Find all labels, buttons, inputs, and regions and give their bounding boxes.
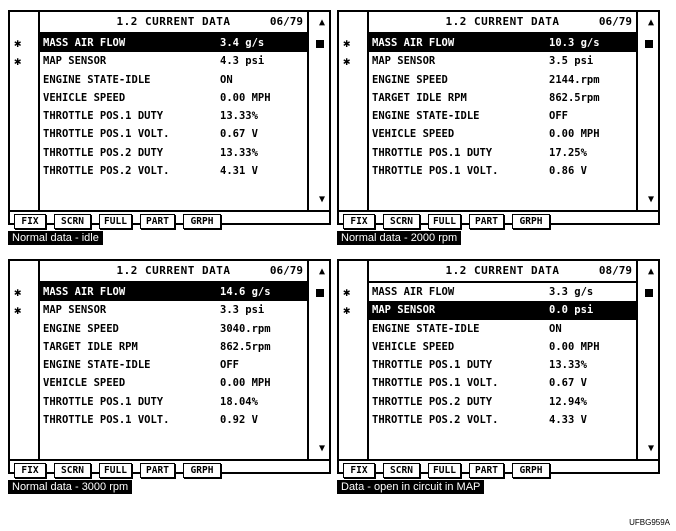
page-counter: 06/79 (598, 15, 632, 28)
scroll-down-icon[interactable]: ▼ (647, 443, 654, 454)
parameter-label: ENGINE SPEED (372, 73, 448, 86)
full-button[interactable]: FULL (99, 463, 132, 478)
scroll-thumb[interactable] (316, 289, 324, 297)
marked-star-icon: ✱ (14, 36, 22, 50)
scrn-button[interactable]: SCRN (54, 214, 91, 229)
parameter-value: 3.3 g/s (549, 286, 594, 298)
scroll-up-icon[interactable]: ▲ (318, 17, 325, 28)
grph-button[interactable]: GRPH (183, 463, 221, 478)
parameter-value: 0.00 MPH (220, 377, 271, 390)
parameter-value: 14.6 g/s (220, 286, 271, 298)
full-button[interactable]: FULL (99, 214, 132, 229)
fix-button[interactable]: FIX (343, 214, 375, 229)
fix-button[interactable]: FIX (14, 463, 46, 478)
data-row[interactable] (369, 71, 636, 89)
parameter-label: ENGINE STATE-IDLE (43, 73, 151, 86)
data-row[interactable] (14, 283, 307, 301)
parameter-label: THROTTLE POS.2 VOLT. (43, 165, 170, 178)
parameter-label: THROTTLE POS.2 DUTY (372, 395, 493, 408)
parameter-label: MASS AIR FLOW (43, 286, 126, 298)
marked-star-icon: ✱ (343, 36, 351, 50)
parameter-label: ENGINE STATE-IDLE (43, 359, 151, 372)
fix-button[interactable]: FIX (14, 214, 46, 229)
parameter-label: MASS AIR FLOW (372, 286, 455, 298)
parameter-value: ON (220, 73, 233, 86)
panel-caption: Normal data - 3000 rpm (8, 480, 132, 494)
parameter-value: 3.3 psi (220, 304, 265, 317)
parameter-value: 12.94% (549, 395, 587, 408)
parameter-value: 13.33% (220, 146, 258, 159)
parameter-label: TARGET IDLE RPM (43, 340, 138, 353)
button-bar-divider (10, 459, 329, 461)
parameter-value: 2144.rpm (549, 73, 600, 86)
data-row[interactable] (343, 301, 636, 319)
parameter-label: VEHICLE SPEED (43, 91, 126, 104)
marked-star-icon: ✱ (343, 54, 351, 69)
full-button[interactable]: FULL (428, 214, 461, 229)
data-screen (337, 10, 660, 225)
marked-star-icon: ✱ (14, 54, 22, 69)
parameter-label: ENGINE STATE-IDLE (372, 322, 480, 335)
parameter-value: 0.00 MPH (220, 91, 271, 104)
parameter-value: 13.33% (549, 359, 587, 372)
scrn-button[interactable]: SCRN (383, 463, 420, 478)
parameter-value: 4.33 V (549, 414, 587, 427)
data-row[interactable] (14, 34, 307, 52)
data-row[interactable] (40, 356, 307, 374)
data-row[interactable] (40, 320, 307, 338)
grph-button[interactable]: GRPH (512, 463, 550, 478)
parameter-value: 0.86 V (549, 165, 587, 178)
parameter-value: OFF (549, 110, 568, 123)
data-row[interactable] (14, 52, 307, 70)
parameter-value: 4.3 psi (220, 55, 265, 68)
data-row[interactable] (369, 393, 636, 411)
part-button[interactable]: PART (140, 214, 175, 229)
parameter-label: VEHICLE SPEED (43, 377, 126, 390)
parameter-value: 862.5rpm (220, 340, 271, 353)
parameter-value: 10.3 g/s (549, 37, 600, 49)
parameter-value: OFF (220, 359, 239, 372)
scroll-up-icon[interactable]: ▲ (647, 17, 654, 28)
parameter-value: 3.5 psi (549, 55, 594, 68)
parameter-label: THROTTLE POS.1 VOLT. (372, 165, 499, 178)
scrollbar-divider (636, 12, 638, 210)
parameter-label: THROTTLE POS.1 DUTY (43, 110, 164, 123)
panel-caption: Data - open in circuit in MAP (337, 480, 484, 494)
scroll-thumb[interactable] (645, 40, 653, 48)
part-button[interactable]: PART (140, 463, 175, 478)
screen-title: 1.2 CURRENT DATA (116, 264, 231, 277)
parameter-value: ON (549, 322, 562, 335)
screen-title: 1.2 CURRENT DATA (445, 264, 560, 277)
page-counter: 08/79 (598, 264, 632, 277)
parameter-label: THROTTLE POS.1 DUTY (43, 395, 164, 408)
data-row[interactable] (369, 374, 636, 392)
data-row[interactable] (369, 162, 636, 180)
data-list (14, 283, 307, 429)
parameter-label: THROTTLE POS.1 VOLT. (43, 128, 170, 141)
parameter-label: VEHICLE SPEED (372, 128, 455, 141)
data-list (343, 34, 636, 180)
data-row[interactable] (40, 107, 307, 125)
data-screen (8, 259, 331, 474)
data-row[interactable] (343, 283, 636, 301)
parameter-label: ENGINE SPEED (43, 322, 119, 335)
parameter-label: MASS AIR FLOW (372, 37, 455, 49)
scroll-down-icon[interactable]: ▼ (647, 194, 654, 205)
marked-star-icon: ✱ (14, 303, 22, 318)
scroll-down-icon[interactable]: ▼ (318, 194, 325, 205)
part-button[interactable]: PART (469, 214, 504, 229)
panel-caption: Normal data - 2000 rpm (337, 231, 461, 245)
scroll-up-icon[interactable]: ▲ (318, 266, 325, 277)
parameter-value: 0.67 V (549, 377, 587, 390)
parameter-label: MAP SENSOR (372, 55, 436, 68)
grph-button[interactable]: GRPH (183, 214, 221, 229)
parameter-label: VEHICLE SPEED (372, 340, 455, 353)
scrollbar-divider (307, 12, 309, 210)
data-row[interactable] (343, 34, 636, 52)
parameter-value: 0.92 V (220, 414, 258, 427)
data-row[interactable] (40, 125, 307, 143)
parameter-label: THROTTLE POS.2 DUTY (43, 146, 164, 159)
parameter-value: 4.31 V (220, 165, 258, 178)
data-row[interactable] (40, 338, 307, 356)
data-row[interactable] (369, 338, 636, 356)
parameter-label: THROTTLE POS.2 VOLT. (372, 414, 499, 427)
data-row[interactable] (369, 320, 636, 338)
screen-header (40, 261, 307, 283)
parameter-label: MAP SENSOR (43, 55, 107, 68)
parameter-label: MAP SENSOR (372, 304, 436, 317)
data-row[interactable] (40, 71, 307, 89)
parameter-label: TARGET IDLE RPM (372, 91, 467, 104)
parameter-value: 3.4 g/s (220, 37, 265, 49)
scroll-thumb[interactable] (316, 40, 324, 48)
parameter-value: 0.67 V (220, 128, 258, 141)
data-row[interactable] (369, 356, 636, 374)
screen-title: 1.2 CURRENT DATA (445, 15, 560, 28)
page-counter: 06/79 (269, 264, 303, 277)
parameter-value: 862.5rpm (549, 91, 600, 104)
parameter-label: MAP SENSOR (43, 304, 107, 317)
scroll-down-icon[interactable]: ▼ (318, 443, 325, 454)
screen-header (369, 261, 636, 283)
marked-star-icon: ✱ (343, 303, 351, 318)
data-row[interactable] (369, 411, 636, 429)
data-row[interactable] (14, 301, 307, 319)
parameter-value: 17.25% (549, 146, 587, 159)
parameter-label: THROTTLE POS.1 DUTY (372, 146, 493, 159)
data-row[interactable] (369, 125, 636, 143)
parameter-label: THROTTLE POS.1 VOLT. (43, 414, 170, 427)
parameter-value: 13.33% (220, 110, 258, 123)
data-row[interactable] (369, 89, 636, 107)
data-row[interactable] (40, 411, 307, 429)
data-row[interactable] (40, 393, 307, 411)
parameter-label: THROTTLE POS.1 DUTY (372, 359, 493, 372)
button-bar-divider (10, 210, 329, 212)
parameter-value: 3040.rpm (220, 322, 271, 335)
button-bar-divider (339, 210, 658, 212)
data-screen (337, 259, 660, 474)
scroll-up-icon[interactable]: ▲ (647, 266, 654, 277)
parameter-value: 18.04% (220, 395, 258, 408)
data-screen (8, 10, 331, 225)
parameter-label: THROTTLE POS.1 VOLT. (372, 377, 499, 390)
grph-button[interactable]: GRPH (512, 214, 550, 229)
data-row[interactable] (40, 144, 307, 162)
scrn-button[interactable]: SCRN (54, 463, 91, 478)
screen-header (40, 12, 307, 34)
button-bar-divider (339, 459, 658, 461)
data-row[interactable] (369, 144, 636, 162)
screen-header (369, 12, 636, 34)
data-row[interactable] (40, 162, 307, 180)
scrollbar-divider (307, 261, 309, 459)
part-button[interactable]: PART (469, 463, 504, 478)
scrollbar-divider (636, 261, 638, 459)
figure-code: UFBG959A (629, 518, 670, 527)
scrn-button[interactable]: SCRN (383, 214, 420, 229)
fix-button[interactable]: FIX (343, 463, 375, 478)
marked-star-icon: ✱ (14, 285, 22, 299)
parameter-value: 0.00 MPH (549, 128, 600, 141)
data-row[interactable] (369, 107, 636, 125)
marked-star-icon: ✱ (343, 285, 351, 299)
data-list (14, 34, 307, 180)
parameter-value: 0.00 MPH (549, 340, 600, 353)
data-row[interactable] (343, 52, 636, 70)
page-counter: 06/79 (269, 15, 303, 28)
parameter-value: 0.0 psi (549, 304, 594, 317)
data-row[interactable] (40, 374, 307, 392)
parameter-label: ENGINE STATE-IDLE (372, 110, 480, 123)
scroll-thumb[interactable] (645, 289, 653, 297)
data-row[interactable] (40, 89, 307, 107)
parameter-label: MASS AIR FLOW (43, 37, 126, 49)
full-button[interactable]: FULL (428, 463, 461, 478)
screen-title: 1.2 CURRENT DATA (116, 15, 231, 28)
data-list (343, 283, 636, 429)
panel-caption: Normal data - idle (8, 231, 103, 245)
